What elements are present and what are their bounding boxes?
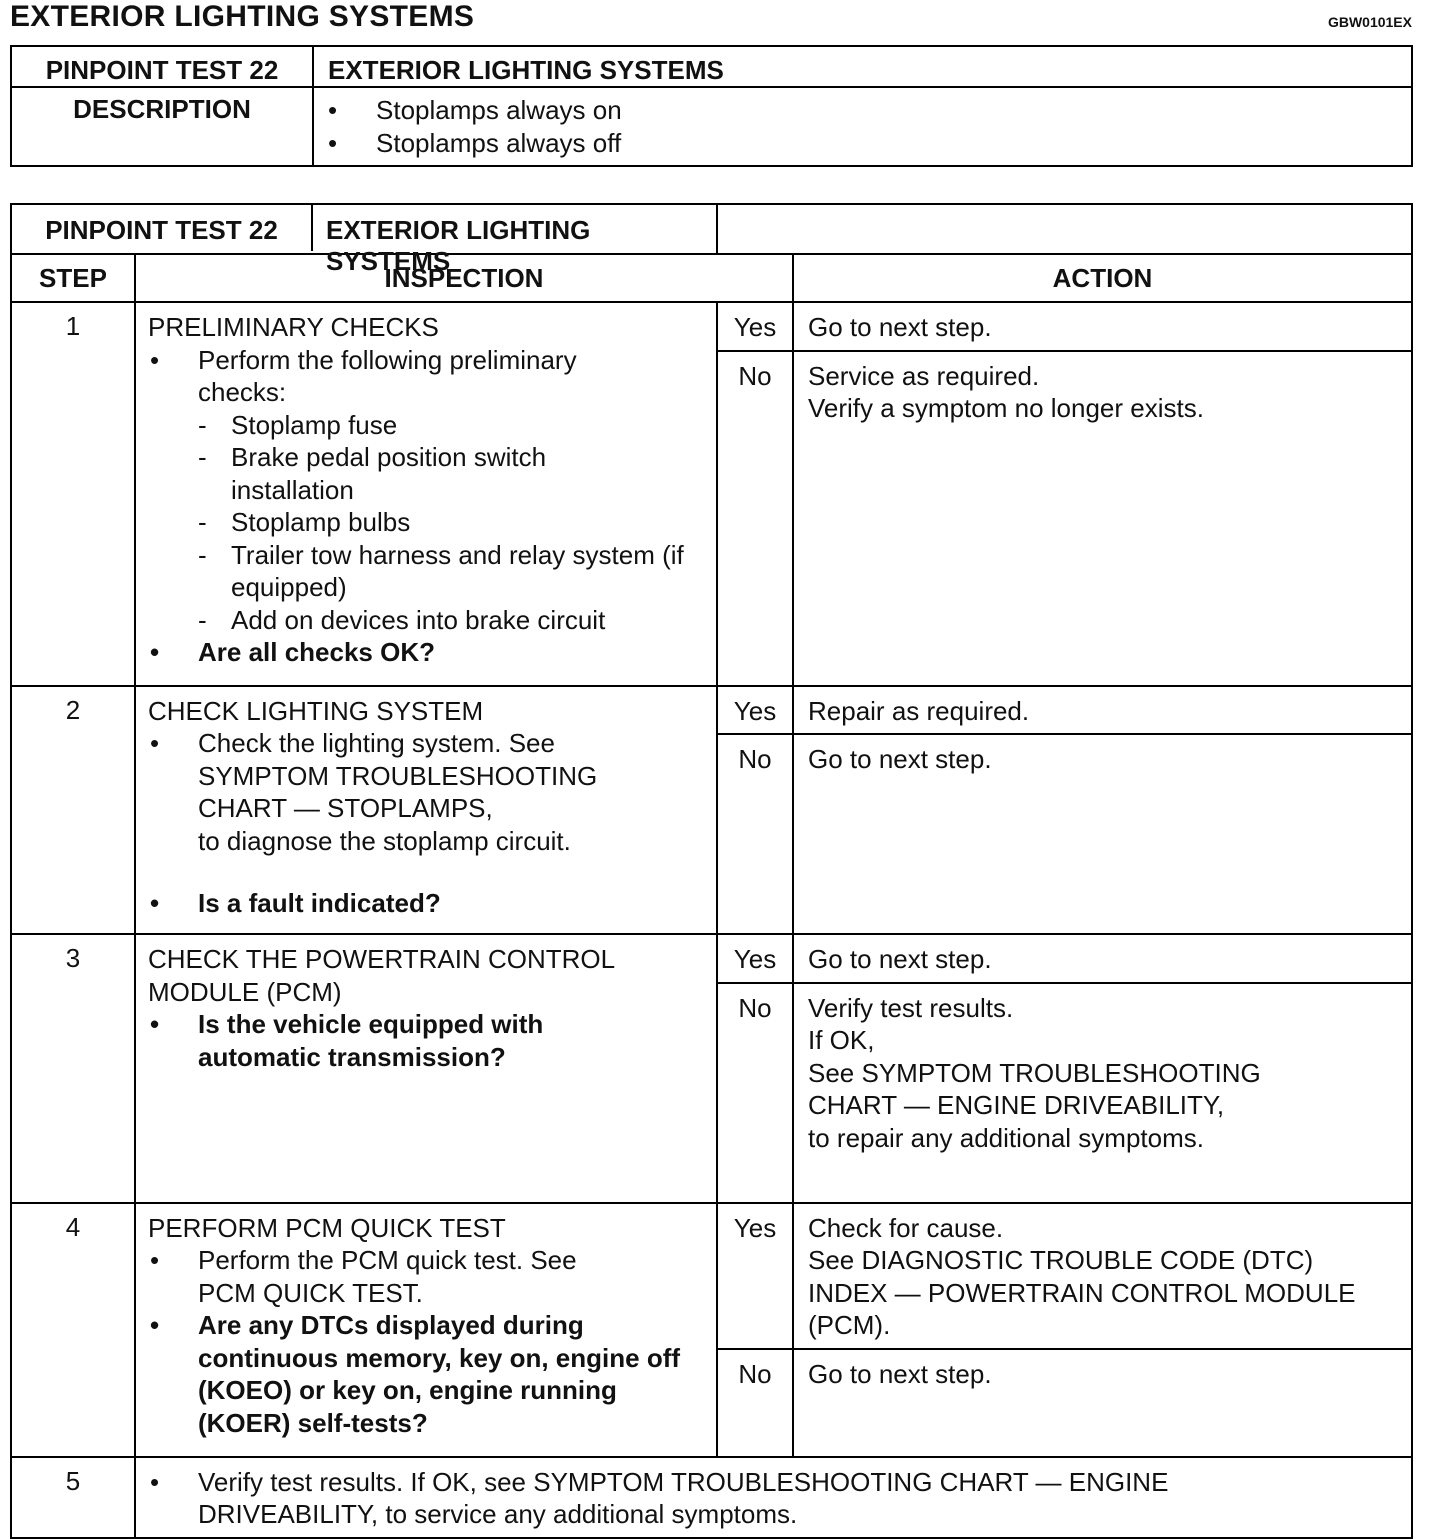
step-5-row	[11, 1457, 1412, 1538]
no-action: Go to next step.	[793, 734, 1412, 934]
page-title: EXTERIOR LIGHTING SYSTEMS	[10, 0, 475, 33]
check-item: - Brake pedal position switch installation	[148, 441, 704, 506]
step-question: • Are all checks OK?	[148, 636, 704, 669]
step-instruction: • Perform the following preliminary checks:	[148, 344, 704, 409]
description-table-header	[11, 46, 1412, 87]
action-column-header: ACTION	[793, 254, 1412, 302]
pinpoint-test-table	[10, 203, 1413, 1539]
description-row	[11, 87, 1412, 166]
yes-action-line: See DIAGNOSTIC TROUBLE CODE (DTC) INDEX — POWERTRAIN CONTROL MODULE (PCM).	[808, 1245, 1356, 1340]
step-4-yes-row	[11, 1203, 1412, 1349]
no-label: No	[717, 983, 793, 1203]
yes-label: Yes	[717, 302, 793, 351]
description-item: • Stoplamps always on	[326, 94, 1411, 127]
step-question: • Is a fault indicated?	[148, 887, 704, 920]
step-4-inspection	[135, 1203, 717, 1457]
pinpoint-test-name: EXTERIOR LIGHTING SYSTEMS	[313, 46, 1412, 87]
description-label: DESCRIPTION	[11, 87, 313, 166]
pinpoint-test-label: PINPOINT TEST 22	[11, 46, 313, 87]
instruction-line: • Perform the PCM quick test. See	[198, 1245, 577, 1275]
no-action-line: CHART — ENGINE DRIVEABILITY,	[808, 1090, 1225, 1120]
step-3-yes-row	[11, 934, 1412, 983]
no-action	[793, 983, 1412, 1203]
test-label: PINPOINT TEST 22	[12, 205, 313, 251]
description-table	[10, 45, 1413, 167]
step-instruction	[148, 1244, 704, 1309]
step-title: PERFORM PCM QUICK TEST	[148, 1212, 506, 1243]
no-action: Go to next step.	[793, 1349, 1412, 1457]
no-action-line: See SYMPTOM TROUBLESHOOTING	[808, 1057, 1261, 1088]
instruction-line: SYMPTOM TROUBLESHOOTING	[198, 760, 598, 791]
yes-action-line: Check for cause.	[808, 1212, 1004, 1243]
header-empty	[717, 204, 1412, 254]
no-action-line: If OK,	[808, 1025, 875, 1055]
check-item: - Add on devices into brake circuit	[148, 604, 704, 637]
check-item: - Stoplamp fuse	[148, 409, 704, 442]
yes-action: Repair as required.	[793, 686, 1412, 735]
no-action-line: Verify a symptom no longer exists.	[808, 393, 1204, 423]
step-question: • Is the vehicle equipped with automatic transmission?	[148, 1008, 704, 1073]
step-number: 1	[11, 302, 135, 686]
description-item: • Stoplamps always off	[326, 127, 1411, 160]
yes-label: Yes	[717, 686, 793, 735]
no-action	[793, 351, 1412, 686]
pinpoint-test-header	[11, 204, 1412, 254]
step-number: 2	[11, 686, 135, 935]
step-column-header: STEP	[11, 254, 135, 302]
no-label: No	[717, 1349, 793, 1457]
inspection-column-header: INSPECTION	[135, 254, 793, 302]
yes-label: Yes	[717, 934, 793, 983]
step-1-yes-row	[11, 302, 1412, 351]
no-label: No	[717, 351, 793, 686]
check-item: - Trailer tow harness and relay system (if equipped)	[148, 539, 704, 604]
test-header-cell	[11, 204, 717, 276]
yes-label: Yes	[717, 1203, 793, 1349]
step-1-inspection	[135, 302, 717, 686]
step-title: CHECK LIGHTING SYSTEM	[148, 695, 484, 726]
yes-action: Go to next step.	[793, 302, 1412, 351]
instruction-line: • Check the lighting system. See	[198, 728, 555, 758]
step-number: 4	[11, 1203, 135, 1457]
yes-action: Go to next step.	[793, 934, 1412, 983]
no-label: No	[717, 734, 793, 934]
step-number: 5	[11, 1457, 135, 1538]
step-3-inspection	[135, 934, 717, 1203]
description-list	[313, 87, 1412, 166]
step-number: 3	[11, 934, 135, 1203]
figure-code: GBW0101EX	[1327, 14, 1412, 30]
yes-action	[793, 1203, 1412, 1349]
no-action-line: Service as required.	[808, 360, 1040, 391]
instruction-line: to diagnose the stoplamp circuit.	[198, 825, 571, 856]
step-2-yes-row	[11, 686, 1412, 735]
instruction-line: PCM QUICK TEST.	[198, 1277, 423, 1308]
step-5-inspection	[135, 1457, 1412, 1538]
step-title: PRELIMINARY CHECKS	[148, 312, 439, 342]
no-action-line: to repair any additional symptoms.	[808, 1122, 1204, 1153]
no-action-line: Verify test results.	[808, 992, 1014, 1023]
step-question: • Are any DTCs displayed during continuous memory, key on, engine off (KOEO) or key on, engine running (KOER) self-tests?	[148, 1309, 704, 1439]
step-title: CHECK THE POWERTRAIN CONTROL MODULE (PCM)	[148, 944, 615, 1007]
step-instruction	[148, 727, 704, 857]
check-item: - Stoplamp bulbs	[148, 506, 704, 539]
instruction-line: CHART — STOPLAMPS,	[198, 793, 493, 823]
test-name: EXTERIOR LIGHTING SYSTEMS	[326, 215, 591, 276]
step-2-inspection	[135, 686, 717, 935]
step-instruction: • Verify test results. If OK, see SYMPTOM TROUBLESHOOTING CHART — ENGINE DRIVEABILITY, to service any additional symptoms.	[148, 1466, 1271, 1531]
